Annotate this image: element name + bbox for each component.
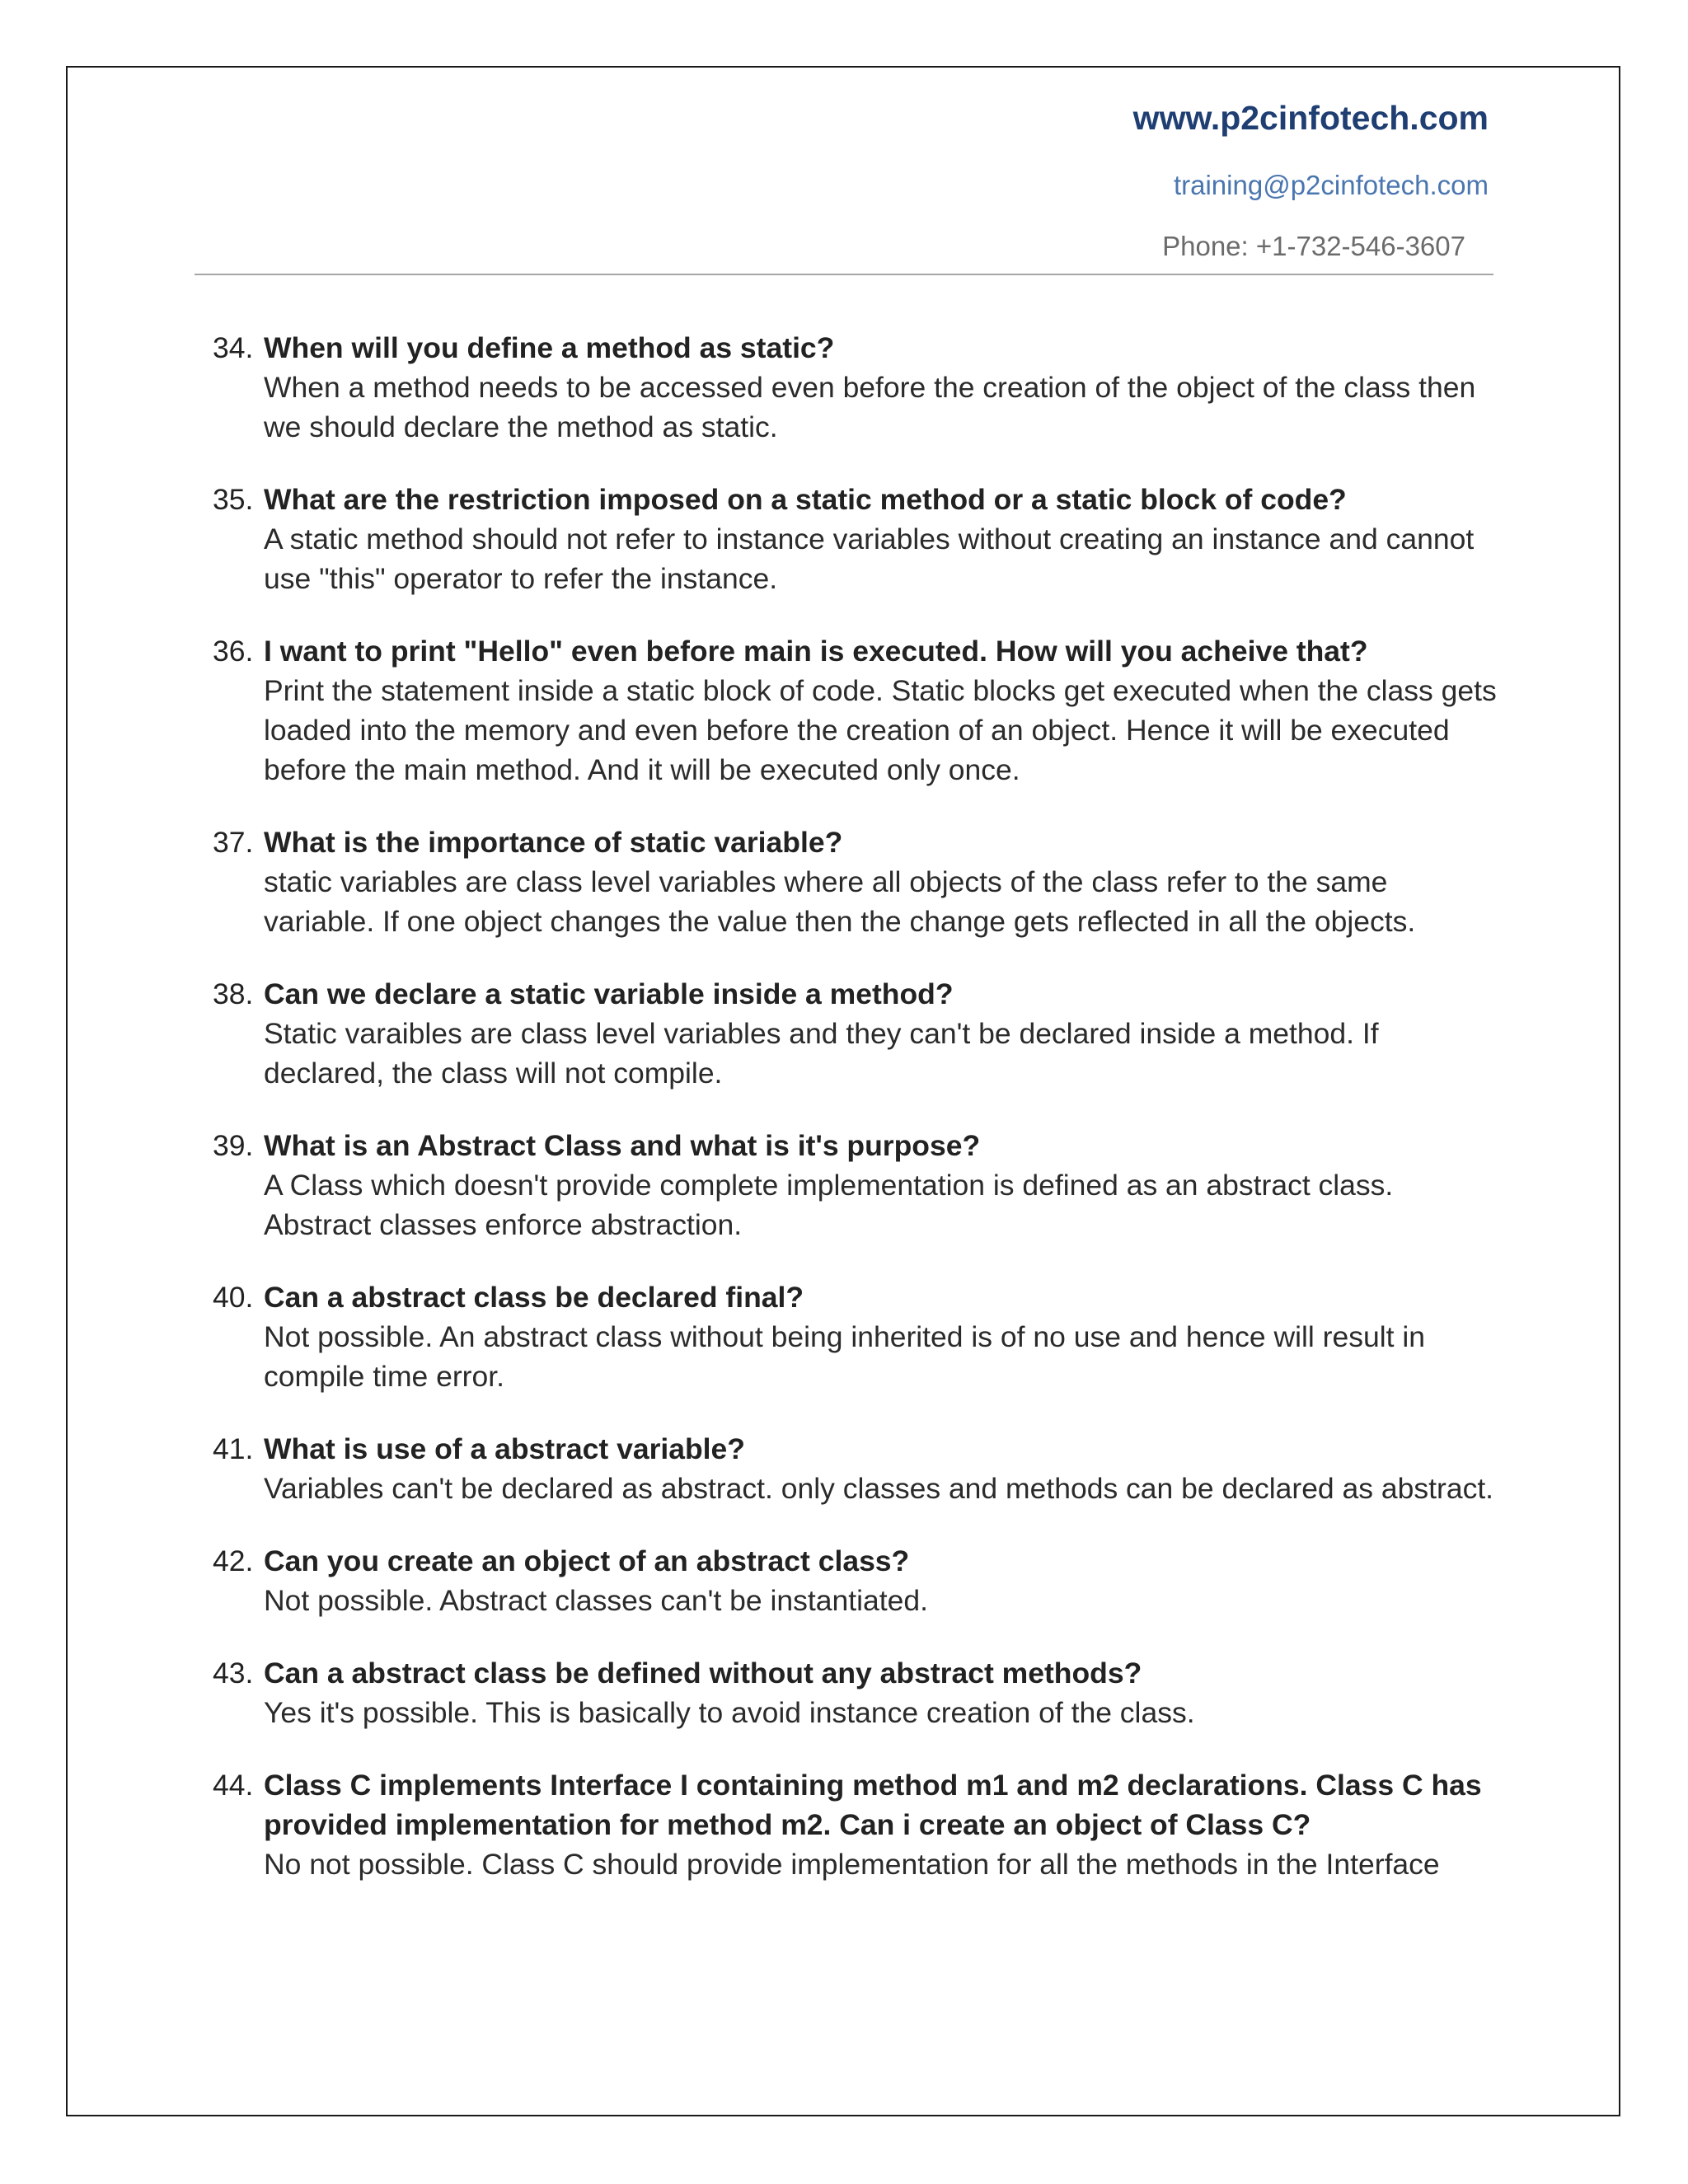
qa-answer: Variables can't be declared as abstract. only classes and methods can be declared as abstract. — [264, 1472, 1494, 1505]
qa-question: What is use of a abstract variable? — [264, 1432, 745, 1465]
qa-number: 38. — [213, 977, 254, 1010]
header-divider — [195, 274, 1493, 275]
qa-answer: A static method should not refer to instance variables without creating an instance and cannot use "this" operator to refer the instance. — [264, 523, 1475, 595]
qa-answer: Static varaibles are class level variables and they can't be declared inside a method. If declared, the class will not compile. — [264, 1017, 1379, 1090]
qa-item-44 — [213, 1765, 1500, 1884]
qa-number: 41. — [213, 1432, 254, 1465]
qa-number: 40. — [213, 1281, 254, 1314]
qa-number: 36. — [213, 635, 254, 668]
phone-number: Phone: +1-732-546-3607 — [1162, 231, 1465, 261]
qa-question: What is an Abstract Class and what is it's purpose? — [264, 1129, 981, 1162]
qa-answer: A Class which doesn't provide complete implementation is defined as an abstract class. Abstract classes enforce abstraction. — [264, 1169, 1394, 1241]
qa-number: 34. — [213, 331, 254, 364]
qa-number: 39. — [213, 1129, 254, 1162]
qa-item-42 — [213, 1541, 1500, 1620]
email-link[interactable]: training@p2cinfotech.com — [1173, 170, 1489, 200]
qa-item-38 — [213, 974, 1500, 1093]
qa-list — [213, 328, 1500, 1917]
qa-number: 43. — [213, 1657, 254, 1690]
qa-number: 44. — [213, 1769, 254, 1802]
qa-item-35 — [213, 480, 1500, 598]
qa-item-40 — [213, 1277, 1500, 1396]
qa-number: 42. — [213, 1544, 254, 1577]
qa-answer: static variables are class level variables where all objects of the class refer to the same variable. If one object changes the value then the change gets reflected in all the objects. — [264, 865, 1416, 938]
qa-item-39 — [213, 1126, 1500, 1244]
qa-question: I want to print "Hello" even before main is executed. How will you acheive that? — [264, 635, 1368, 668]
qa-number: 37. — [213, 826, 254, 859]
qa-question: Class C implements Interface I containing method m1 and m2 declarations. Class C has provided implementation for method m2. Can i create an object of Class C? — [264, 1769, 1482, 1841]
qa-item-34 — [213, 328, 1500, 447]
qa-answer: Print the statement inside a static block of code. Static blocks get executed when the class gets loaded into the memory and even before the creation of an object. Hence it will be executed before the main method. And it will be executed only once. — [264, 674, 1497, 786]
qa-question: Can we declare a static variable inside a method? — [264, 977, 954, 1010]
qa-answer: Yes it's possible. This is basically to avoid instance creation of the class. — [264, 1696, 1195, 1729]
qa-item-43 — [213, 1653, 1500, 1732]
qa-question: What are the restriction imposed on a static method or a static block of code? — [264, 483, 1347, 516]
qa-answer: Not possible. Abstract classes can't be instantiated. — [264, 1584, 928, 1617]
qa-question: What is the importance of static variable? — [264, 826, 843, 859]
qa-item-37 — [213, 823, 1500, 941]
qa-answer: No not possible. Class C should provide implementation for all the methods in the Interface — [264, 1848, 1440, 1881]
website-link[interactable]: www.p2cinfotech.com — [1132, 99, 1489, 137]
qa-answer: When a method needs to be accessed even before the creation of the object of the class then we should declare the method as static. — [264, 371, 1476, 443]
qa-question: When will you define a method as static? — [264, 331, 835, 364]
qa-question: Can you create an object of an abstract class? — [264, 1544, 910, 1577]
qa-item-41 — [213, 1429, 1500, 1508]
qa-item-36 — [213, 631, 1500, 790]
qa-question: Can a abstract class be defined without any abstract methods? — [264, 1657, 1142, 1690]
qa-answer: Not possible. An abstract class without being inherited is of no use and hence will result in compile time error. — [264, 1320, 1425, 1393]
qa-number: 35. — [213, 483, 254, 516]
qa-question: Can a abstract class be declared final? — [264, 1281, 804, 1314]
